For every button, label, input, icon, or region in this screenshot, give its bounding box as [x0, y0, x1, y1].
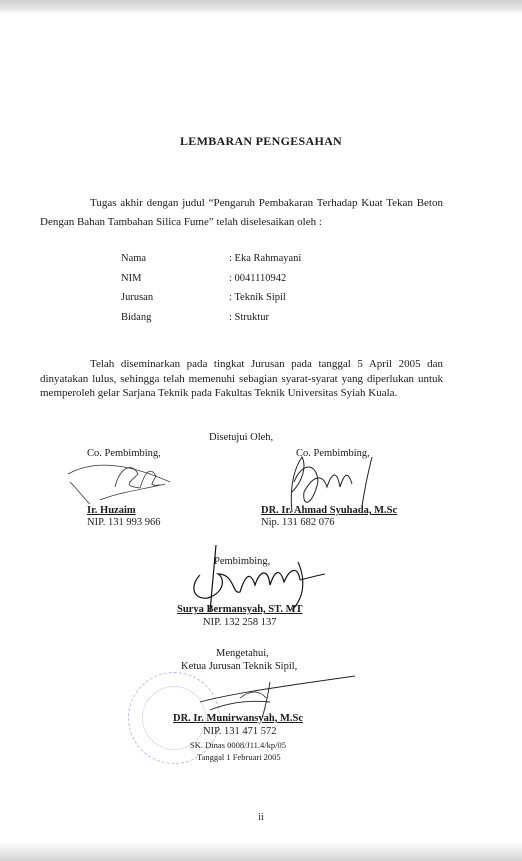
decree-number: SK. Dinas 0008/J11.4/kp/05 [190, 740, 287, 750]
scan-edge-top [0, 0, 522, 14]
field-row-bidang [121, 312, 301, 332]
decree-date: Tanggal 1 Februari 2005 [197, 752, 281, 762]
field-row-nim [121, 273, 301, 293]
field-label: Bidang [121, 311, 152, 323]
co-supervisor-right-name: DR. Ir. Ahmad Syuhada, M.Sc [261, 505, 398, 516]
intro-paragraph: Tugas akhir dengan judul “Pengaruh Pembakaran Terhadap Kuat Tekan Beton Dengan Bahan Tambahan Silica Fume” telah diselesaikan oleh : [40, 197, 443, 228]
approved-by-label: Disetujui Oleh, [209, 432, 274, 443]
field-label: NIM [121, 272, 142, 284]
page-number: ii [258, 812, 264, 823]
field-value: : 0041110942 [229, 272, 287, 284]
supervisor-nip: NIP. 132 258 137 [203, 617, 277, 628]
co-supervisor-right-nip: Nip. 131 682 076 [261, 517, 335, 528]
co-supervisor-left-role: Co. Pembimbing, [87, 448, 161, 459]
field-label: Jurusan [121, 292, 154, 303]
co-supervisor-left-nip: NIP. 131 993 966 [87, 517, 161, 528]
supervisor-name: Surya Bermansyah, ST. MT [177, 604, 303, 615]
field-value: : Teknik Sipil [229, 292, 286, 303]
field-value: : Struktur [229, 311, 269, 323]
signature-huzaim [60, 452, 180, 512]
field-row-nama [121, 253, 301, 273]
head-name: DR. Ir. Munirwansyah, M.Sc [173, 713, 303, 724]
student-info [121, 253, 301, 331]
page-title: LEMBARAN PENGESAHAN [179, 134, 343, 148]
head-nip: NIP. 131 471 572 [203, 726, 277, 737]
field-row-jurusan [121, 292, 301, 312]
acknowledged-label: Mengetahui, [216, 648, 269, 659]
co-supervisor-left-name: Ir. Huzaim [87, 505, 136, 516]
seminar-paragraph: Telah diseminarkan pada tingkat Jurusan pada tanggal 5 April 2005 dan dinyatakan lulus, sehingga telah memenuhi sebagian syarat-syarat yang diperlukan untuk memperoleh gelar Sarjana Teknik pada Fakultas Teknik Universitas Syiah Kuala. [40, 358, 443, 399]
scan-edge-bottom [0, 842, 522, 861]
co-supervisor-right-role: Co. Pembimbing, [296, 448, 370, 459]
field-value: : Eka Rahmayani [229, 253, 302, 264]
head-role: Ketua Jurusan Teknik Sipil, [181, 661, 298, 672]
supervisor-role: Pembimbing, [214, 556, 271, 567]
field-label: Nama [121, 253, 147, 264]
